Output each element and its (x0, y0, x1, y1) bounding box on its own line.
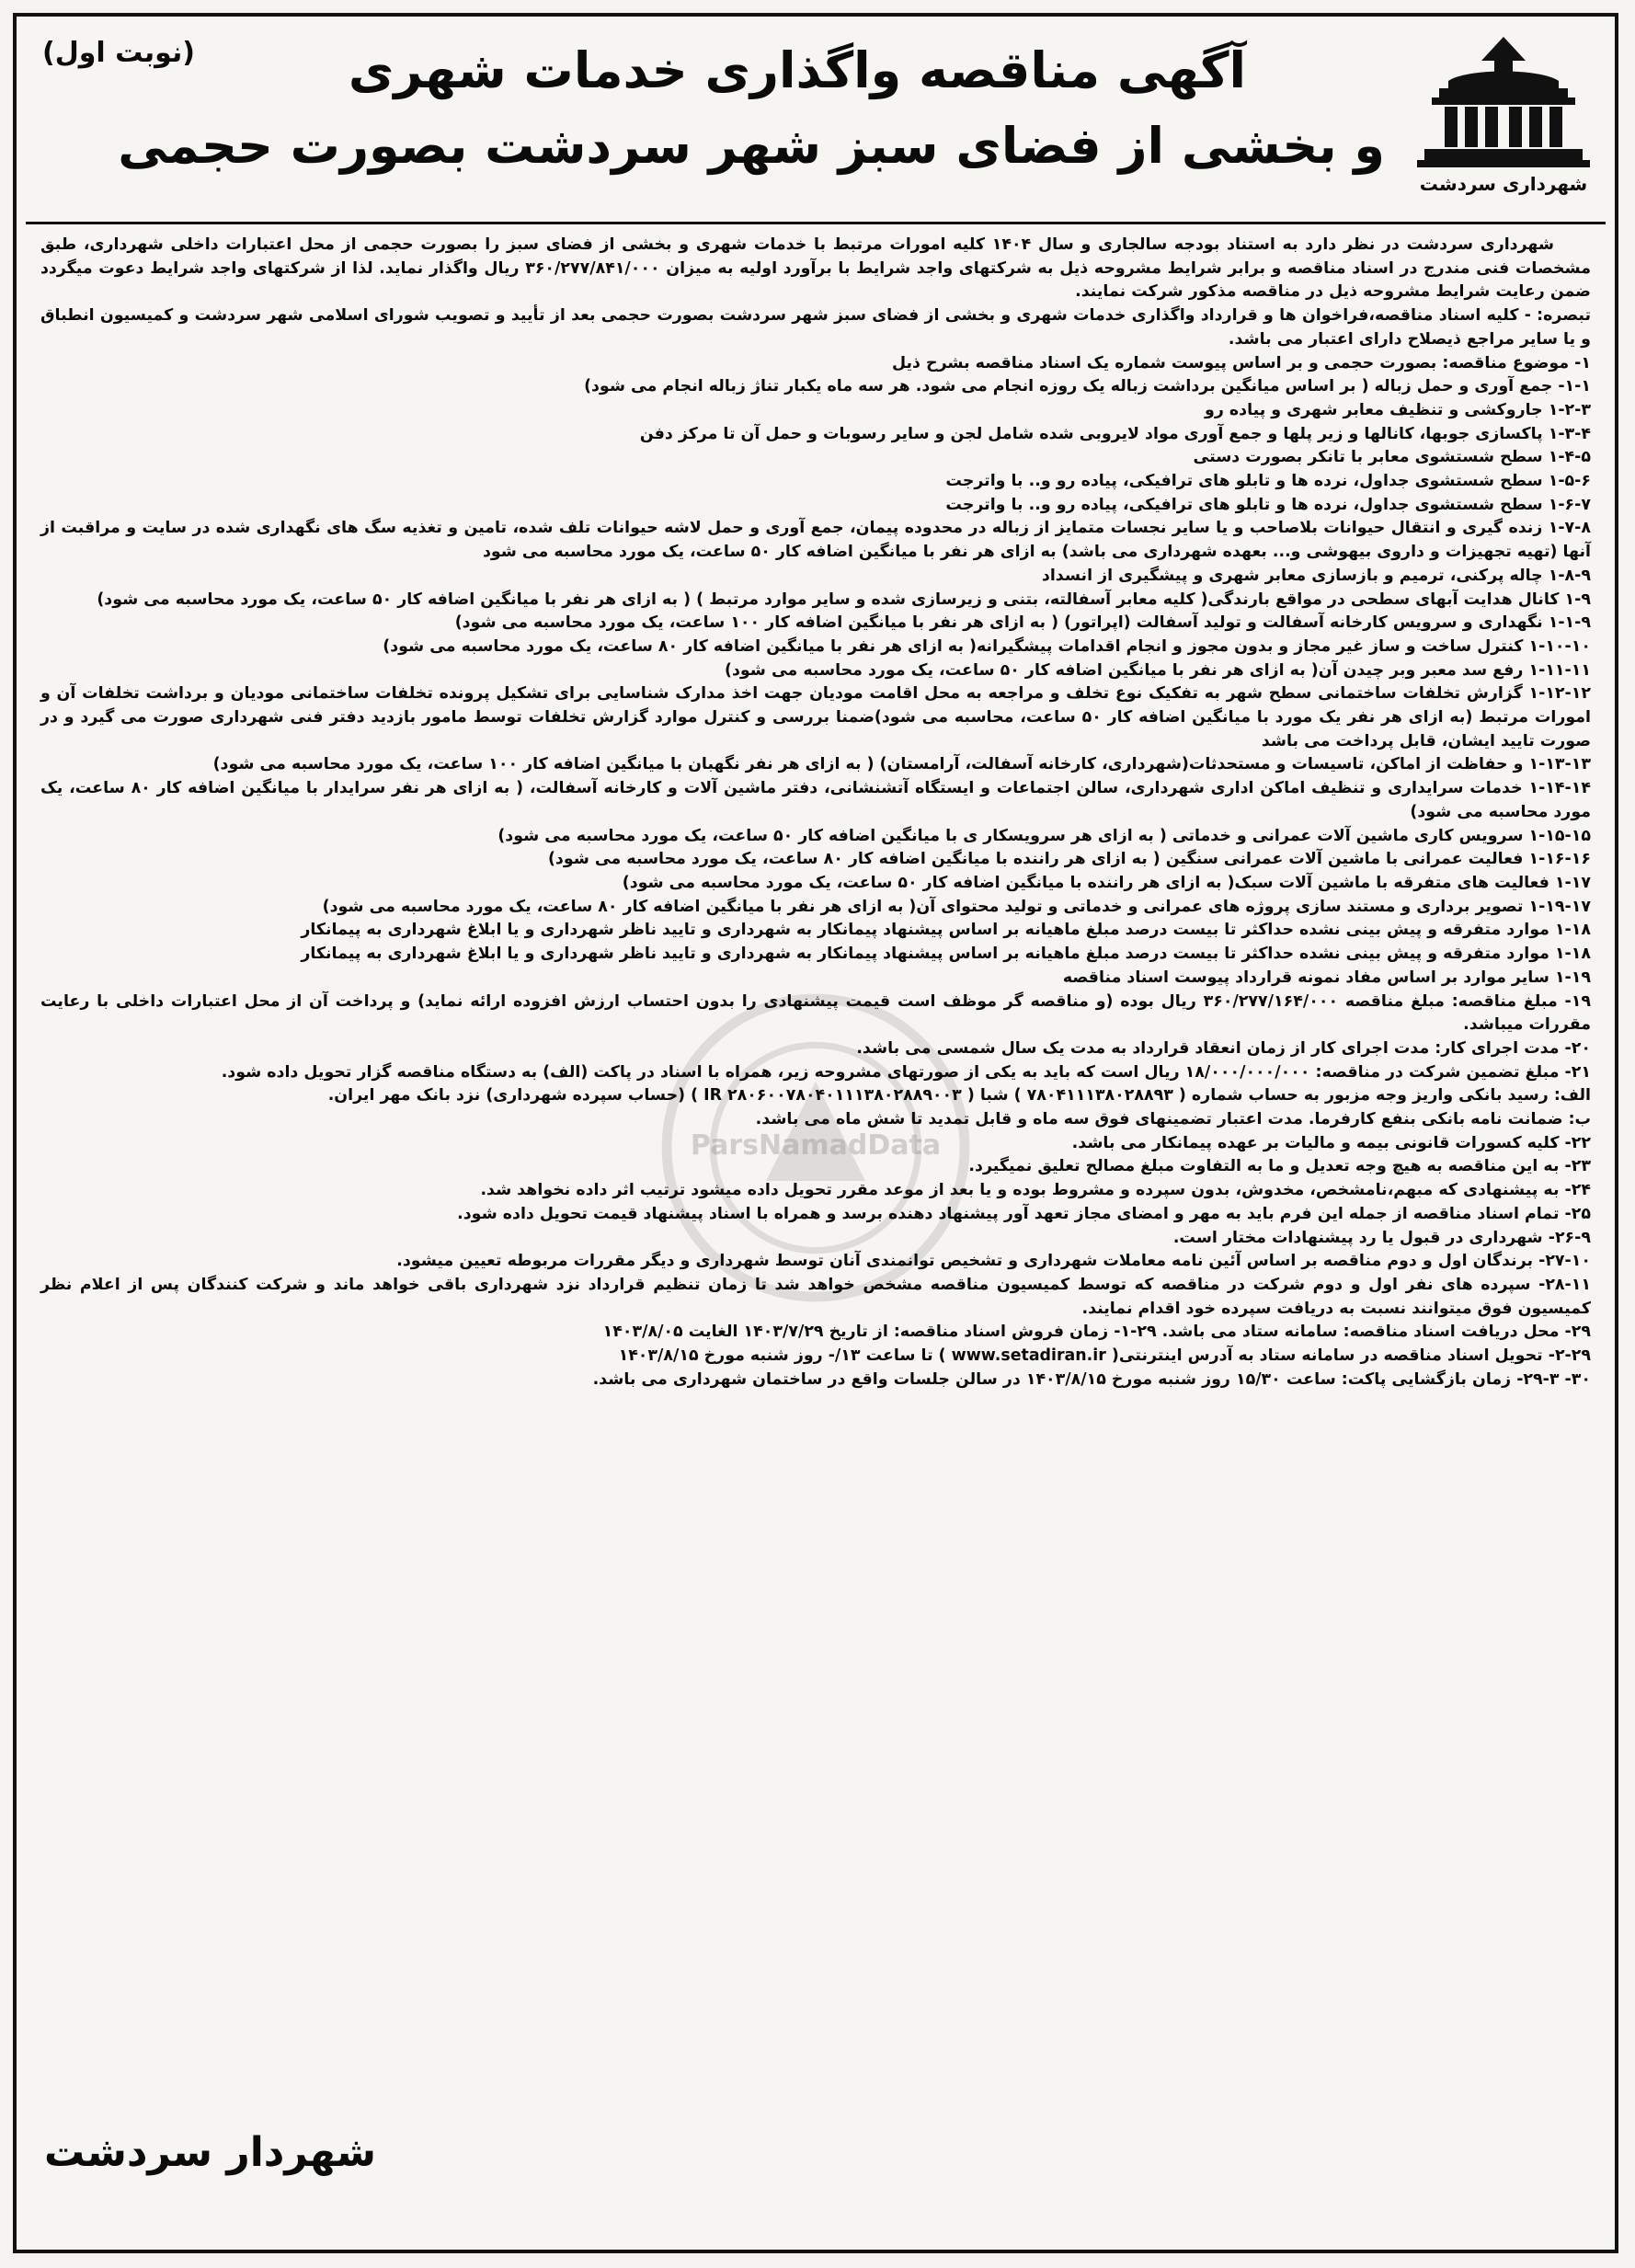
list-item: ۲۷-۱۰- برندگان اول و دوم مناقصه بر اساس آئین نامه معاملات شهرداری و تشخیص توانمندی آنان توسط شهرداری و دیگر مقررات مربوطه تعیین میشود. (396, 1252, 1591, 1271)
list-item: ۲۴- به پیشنهادی که مبهم،نامشخص، مخدوش، بدون سپرده و مشروط بوده و یا بعد از موعد مقرر تحویل داده میشود ترتیب اثر داده نخواهد شد. (480, 1181, 1591, 1200)
watermark-text: ParsNamadData (690, 1129, 942, 1162)
list-item: ۲۳- به این مناقصه به هیچ وجه تعدیل و ما به التفاوت مبلغ مصالح تعلیق نمیگیرد. (968, 1157, 1591, 1176)
list-item: ۱-۱۶-۱۶ فعالیت عمرانی با ماشین آلات عمرانی سنگین ( به ازای هر راننده با میانگین اضافه کار ۸۰ ساعت، یک مورد محاسبه می شود) (547, 850, 1591, 869)
mayor-signature: شهردار سردشت (44, 2129, 377, 2176)
list-item: ۲-۲۹- تحویل اسناد مناقصه در سامانه ستاد به آدرس اینترنتی( www.setadiran.ir ) تا ساعت ۱۳/- روز شنبه مورخ ۱۴۰۳/۸/۱۵ (618, 1346, 1591, 1366)
list-item: ۱-۱۱-۱۱ رفع سد معبر وبر چیدن آن( به ازای هر نفر با میانگین اضافه کار ۵۰ ساعت، یک مورد محاسبه می شود) (725, 660, 1591, 680)
list-item: ۲۱- مبلغ تضمین شرکت در مناقصه: ۱۸/۰۰۰/۰۰۰/۰۰۰ ریال است که باید به یکی از صورتهای مشروحه زیر، همراه با اسناد در پاکت (الف) به دستگاه مناقصه گزار تحویل داده شود. (221, 1062, 1591, 1082)
list-item: ۱-۱- جمع آوری و حمل زباله ( بر اساس میانگین برداشت زباله یک روزه انجام می شود. هر سه ماه یکبار تناژ زباله انجام می شود) (584, 377, 1591, 396)
list-item: ۲۸-۱۱- سپرده های نفر اول و دوم شرکت در مناقصه که توسط کمیسیون مناقصه مشخص خواهد شد تا زمان تنظیم قرارداد نزد شهرداری باقی خواهد ماند و شرکت کنندگان پس از اعلام نظر کمیسیون فوق میتوانند نسبت به دریافت سپرده خود اقدام نمایند. (40, 1275, 1591, 1318)
list-item: ۱-۴-۵ سطح شستشوی معابر با تانکر بصورت دستی (1193, 448, 1591, 467)
logo-caption: شهرداری سردشت (1419, 173, 1588, 195)
intro-paragraph: شهرداری سردشت در نظر دارد به استناد بودجه سالجاری و سال ۱۴۰۴ کلیه امورات مرتبط با خدمات شهری و بخشی از فضای سبز را بصورت حجمی از محل اعتبارات داخلی شهرداری، طبق مشخصات فنی مندرج در اسناد مناقصه و برابر شرایط مشروحه ذیل به شرکتهای واجد شرایط با برآورد اولیه به میزان ۳۶۰/۲۷۷/۸۴۱/۰۰۰ ریال واگذار نماید. لذا از شرکتهای واجد شرایط دعوت میگردد ضمن رعایت شرایط مشروحه ذیل در مناقصه مذکور شرکت نمایند. (40, 235, 1591, 302)
building-logo-icon (1412, 31, 1595, 169)
list-item: ۱-۵-۶ سطح شستشوی جداول، نرده ها و تابلو های ترافیکی، پیاده رو و.. با واترجت (945, 472, 1591, 491)
list-item: ۳۰- ۲۹-۳- زمان بازگشایی پاکت: ساعت ۱۵/۳۰ روز شنبه مورخ ۱۴۰۳/۸/۱۵ در سالن جلسات واقع در ساختمان شهرداری می باشد. (592, 1369, 1591, 1389)
list-item: ۱-۱۷ فعالیت های متفرقه با ماشین آلات سبک( به ازای هر راننده با میانگین اضافه کار ۵۰ ساعت، یک مورد محاسبه می شود) (622, 873, 1591, 892)
list-item: ۱-۱۹ سایر موارد بر اساس مفاد نمونه قرارداد پیوست اسناد مناقصه (1062, 968, 1591, 987)
title-line-2: و بخشی از فضای سبز شهر سردشت بصورت حجمی (118, 117, 1385, 175)
list-item: ۲۰- مدت اجرای کار: مدت اجرای کار از زمان انعقاد قرارداد به مدت یک سال شمسی می باشد. (856, 1038, 1591, 1058)
list-item: الف: رسید بانکی واریز وجه مزبور به حساب شماره ( ۷۸۰۴۱۱۱۳۸۰۲۸۸۹۳ ) شبا ( IR ۲۸۰۶۰۰۷۸۰۴۰۱۱۱۳۸۰۲۸۸۹۰۰۳ ) (حساب سپرده شهرداری) نزد بانک مهر ایران. (327, 1086, 1591, 1105)
list-item: ۱-۷-۸ زنده گیری و انتقال حیوانات بلاصاحب و یا سایر نجسات متمایز از زباله در محدوده پیمان، جمع آوری و حمل لاشه حیوانات تلف شده، تامین و تغذیه سگ های نگهداری شده در سایت و مراقبت از آنها (تهیه تجهیزات و داروی بیهوشی و... بعهده شهرداری می باشد) به ازای هر نفر با میانگین اضافه کار ۵۰ ساعت، یک مورد محاسبه می شود (40, 519, 1591, 562)
list-item: ۱-۹ کانال هدایت آبهای سطحی در مواقع بارندگی( کلیه معابر آسفالته، بتنی و زیرسازی شده و سایر موارد مرتبط ) ( به ازای هر نفر با میانگین اضافه کار ۵۰ ساعت، یک مورد محاسبه می شود) (97, 590, 1591, 609)
advertisement-page (13, 13, 1618, 2253)
list-item: ۱-۱۸ موارد متفرقه و پیش بینی نشده حداکثر تا بیست درصد مبلغ ماهیانه بر اساس پیشنهاد پیمانکار به شهرداری و تایید ناظر شهرداری و یا ابلاغ شهرداری به پیمانکار (301, 945, 1591, 964)
list-item: ۱-۱۹-۱۷ تصویر برداری و مستند سازی پروژه های عمرانی و خدماتی و تولید محتوای آن( به ازای هر نفر با میانگین اضافه کار ۸۰ ساعت، یک مورد محاسبه می شود) (322, 897, 1591, 916)
list-item: ۱-۱۴-۱۴ خدمات سرایداری و تنظیف اماکن اداری شهرداری، سالن اجتماعات و ایستگاه آتشنشانی، دفتر ماشین آلات و کارخانه آسفالت، ( به ازای هر نفر سرایدار با میانگین اضافه کار ۸۰ ساعت، یک مورد محاسبه می شود) (40, 779, 1591, 821)
list-item: ۲۶-۹- شهرداری در قبول یا رد پیشنهادات مختار است. (1172, 1228, 1591, 1247)
list-item: ۱۹- مبلغ مناقصه: مبلغ مناقصه ۳۶۰/۲۷۷/۱۶۴/۰۰۰ ریال بوده (و مناقصه گر موظف است قیمت پیشنهادی را بدون احتساب ارزش افزوده ارائه نماید) و پرداخت آن از محل اعتبارات داخلی با رعایت مقررات میباشد. (40, 991, 1592, 1035)
municipality-logo (1407, 31, 1600, 211)
list-item: ب: ضمانت نامه بانکی بنفع کارفرما. مدت اعتبار تضمینهای فوق سه ماه و قابل تمدید تا شش ماه می باشد. (755, 1110, 1591, 1129)
list-item: ۱-۶-۷ سطح شستشوی جداول، نرده ها و تابلو های ترافیکی، پیاده رو و.. با واترجت (945, 495, 1591, 514)
title-line-1: آگهی مناقصه واگذاری خدمات شهری (348, 41, 1247, 99)
list-item: ۱-۱۲-۱۲ گزارش تخلفات ساختمانی سطح شهر به تفکیک نوع تخلف و مراجعه به محل اقامت مودیان جهت اخذ مدارک شناسایی برای تشکیل پرونده تخلفات ساختمانی مودیان و برداشت تخلفات آن و امورات مرتبط (به ازای هر نفر یک مورد با میانگین اضافه کار ۵۰ ساعت، محاسبه می شود)ضمنا بررسی و کنترل موارد گزارش تخلفات توسط مامور بازدید دفتر فنی شهرداری صورت می گیرد و در صورت تایید ایشان، قابل پرداخت می باشد (40, 684, 1591, 750)
list-item: ۱-۱۰-۱۰ کنترل ساخت و ساز غیر مجاز و بدون مجوز و انجام اقدامات پیشگیرانه( به ازای هر نفر با میانگین اضافه کار ۸۰ ساعت، یک مورد محاسبه می شود) (383, 636, 1591, 656)
turn-badge: (نوبت اول) (42, 37, 195, 69)
list-item: ۱-۱۸ موارد متفرقه و پیش بینی نشده حداکثر تا بیست درصد مبلغ ماهیانه بر اساس پیشنهاد پیمانکار به شهرداری و تایید ناظر شهرداری و یا ابلاغ شهرداری به پیمانکار (301, 921, 1591, 940)
list-item: ۱-۲-۳ جاروکشی و تنظیف معابر شهری و پیاده رو (1205, 400, 1591, 419)
list-item: ۱- موضوع مناقصه: بصورت حجمی و بر اساس پیوست شماره یک اسناد مناقصه بشرح ذیل (892, 353, 1591, 372)
note-paragraph: تبصره: - کلیه اسناد مناقصه،فراخوان ها و قرارداد واگذاری خدمات شهری و بخشی از فضای سبز شهر سردشت بصورت حجمی بعد از تأیید و تصویب شورای اسلامی شهر سردشت و کمیسیون انطباق و یا سایر مراجع ذیصلاح دارای اعتبار می باشد. (40, 306, 1591, 349)
list-item: ۱-۱۵-۱۵ سرویس کاری ماشین آلات عمرانی و خدماتی ( به ازای هر سرویسکار ی با میانگین اضافه کار ۵۰ ساعت، یک مورد محاسبه می شود) (497, 826, 1591, 845)
list-item: ۲۵- تمام اسناد مناقصه از جمله این فرم باید به مهر و امضای مجاز تعهد آور پیشنهاد دهنده برسد و همراه با اسناد پیشنهاد قیمت تحویل داده شود. (457, 1204, 1591, 1223)
header (26, 24, 1606, 224)
list-item: ۱-۱-۹ نگهداری و سرویس کارخانه آسفالت و تولید آسفالت (اپراتور) ( به ازای هر نفر با میانگین اضافه کار ۱۰۰ ساعت، یک مورد محاسبه می شود) (454, 613, 1591, 633)
notice-body (40, 234, 1591, 2112)
list-item: ۱-۸-۹ چاله پرکنی، ترمیم و بازسازی معابر شهری و پیشگیری از انسداد (1041, 566, 1591, 585)
list-item: ۲۲- کلیه کسورات قانونی بیمه و مالیات بر عهده پیمانکار می باشد. (1071, 1133, 1591, 1152)
list-item: ۲۹- محل دریافت اسناد مناقصه: سامانه ستاد می باشد. ۲۹-۱- زمان فروش اسناد مناقصه: از تاریخ ۱۴۰۳/۷/۲۹ الغایت ۱۴۰۳/۸/۰۵ (602, 1323, 1591, 1342)
list-item: ۱-۱۳-۱۳ و حفاظت از اماکن، تاسیسات و مستحدثات(شهرداری، کارخانه آسفالت، آرامستان) ( به ازای هر نفر نگهبان با میانگین اضافه کار ۱۰۰ ساعت، یک مورد محاسبه می شود) (212, 755, 1591, 774)
list-item: ۱-۳-۴ پاکسازی جوبها، کانالها و زیر پلها و جمع آوری مواد لایروبی شده شامل لجن و سایر رسوبات و حمل آن تا مرکز دفن (639, 424, 1591, 443)
